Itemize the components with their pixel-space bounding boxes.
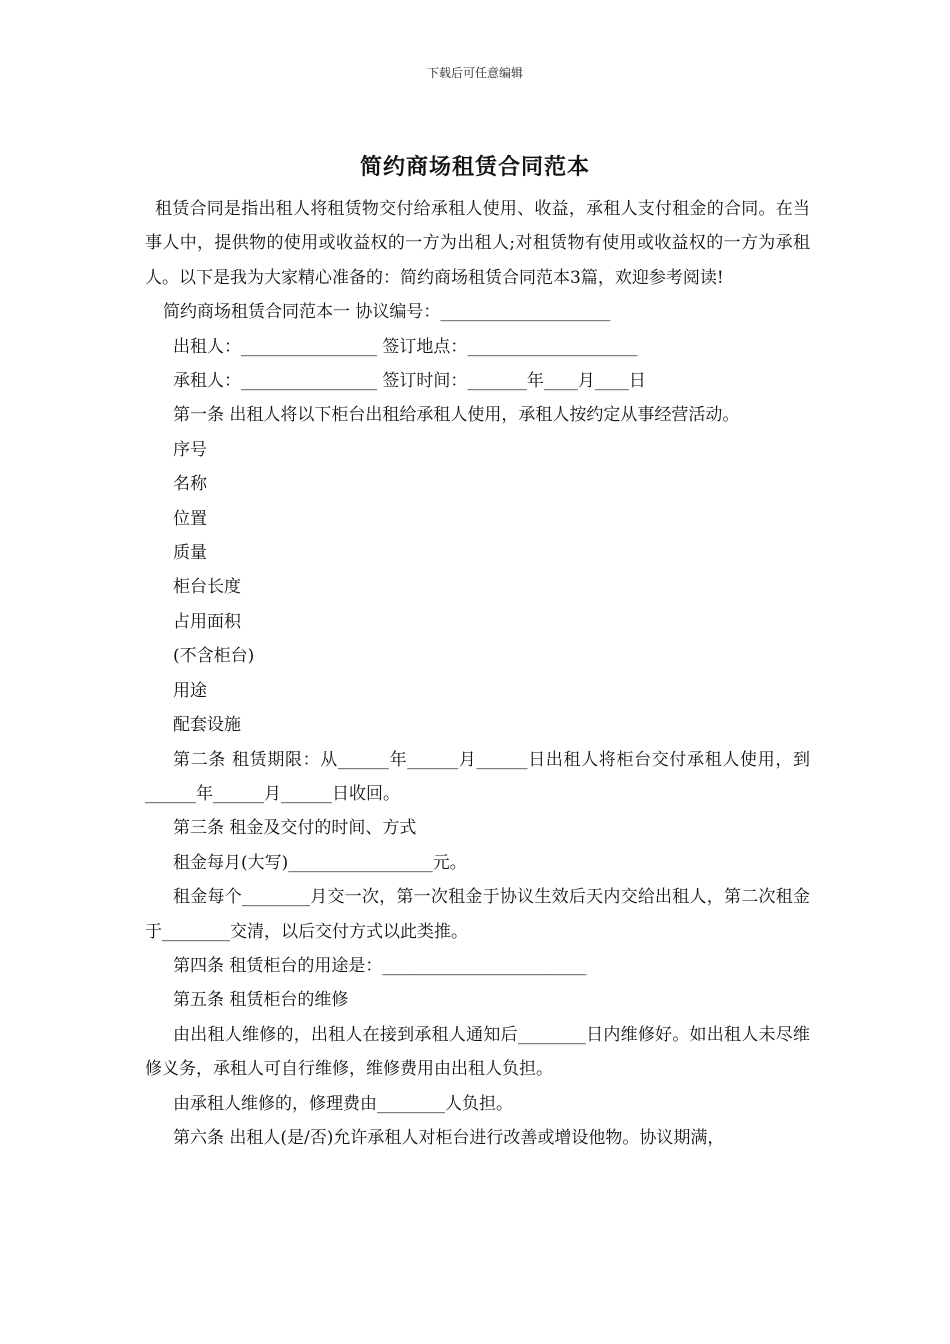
article-five: 第五条 租赁柜台的维修 xyxy=(173,990,349,1011)
field-location: 位置 xyxy=(173,508,207,529)
lessor-repair-paragraph: 由出租人维修的，出租人在接到承租人通知后________日内维修好。如出租人未尽维修义务，承租人可自行维修，维修费用由出租人负担。 xyxy=(145,1024,810,1080)
article-three: 第三条 租金及交付的时间、方式 xyxy=(173,818,417,839)
document-body xyxy=(145,192,810,1155)
intro-paragraph: 租赁合同是指出租人将租赁物交付给承租人使用、收益，承租人支付租金的合同。在当事人中，提供物的使用或收益权的一方为出租人;对租赁物有使用或收益权的一方为承租人。以下是我为大家精心准备的：简约商场租赁合同范本3篇，欢迎参考阅读! xyxy=(145,199,810,288)
field-area: 占用面积 xyxy=(173,611,241,632)
article-six: 第六条 出租人(是/否)允许承租人对柜台进行改善或增设他物。协议期满， xyxy=(173,1127,725,1148)
article-four: 第四条 租赁柜台的用途是：________________________ xyxy=(173,955,587,976)
contract-one-heading: 简约商场租赁合同范本一 协议编号：____________________ xyxy=(163,302,611,323)
field-serial: 序号 xyxy=(173,439,207,460)
field-name: 名称 xyxy=(173,474,207,495)
field-facilities: 配套设施 xyxy=(173,715,241,736)
article-two: 第二条 租赁期限：从______年______月______日出租人将柜台交付承租人使用，到______年______月______日收回。 xyxy=(145,749,810,804)
lessor-line: 出租人：________________ 签订地点：____________________ xyxy=(173,336,638,357)
document-title: 简约商场租赁合同范本 xyxy=(359,154,590,180)
rent-payment-paragraph: 租金每个________月交一次，第一次租金于协议生效后天内交给出租人，第二次租金于________交清，以后交付方式以此类推。 xyxy=(145,887,810,942)
header-note: 下载后可任意编辑 xyxy=(426,66,523,80)
lessee-repair-line: 由承租人维修的，修理费由________人负担。 xyxy=(173,1093,513,1114)
field-area-note: (不含柜台) xyxy=(173,646,255,667)
monthly-rent-line: 租金每月(大写)_________________元。 xyxy=(173,852,467,873)
article-one: 第一条 出租人将以下柜台出租给承租人使用，承租人按约定从事经营活动。 xyxy=(173,405,740,426)
field-purpose: 用途 xyxy=(173,680,207,701)
field-counter-length: 柜台长度 xyxy=(173,577,241,598)
lessee-line: 承租人：________________ 签订时间：_______年____月____日 xyxy=(173,371,646,392)
field-quality: 质量 xyxy=(173,543,207,564)
